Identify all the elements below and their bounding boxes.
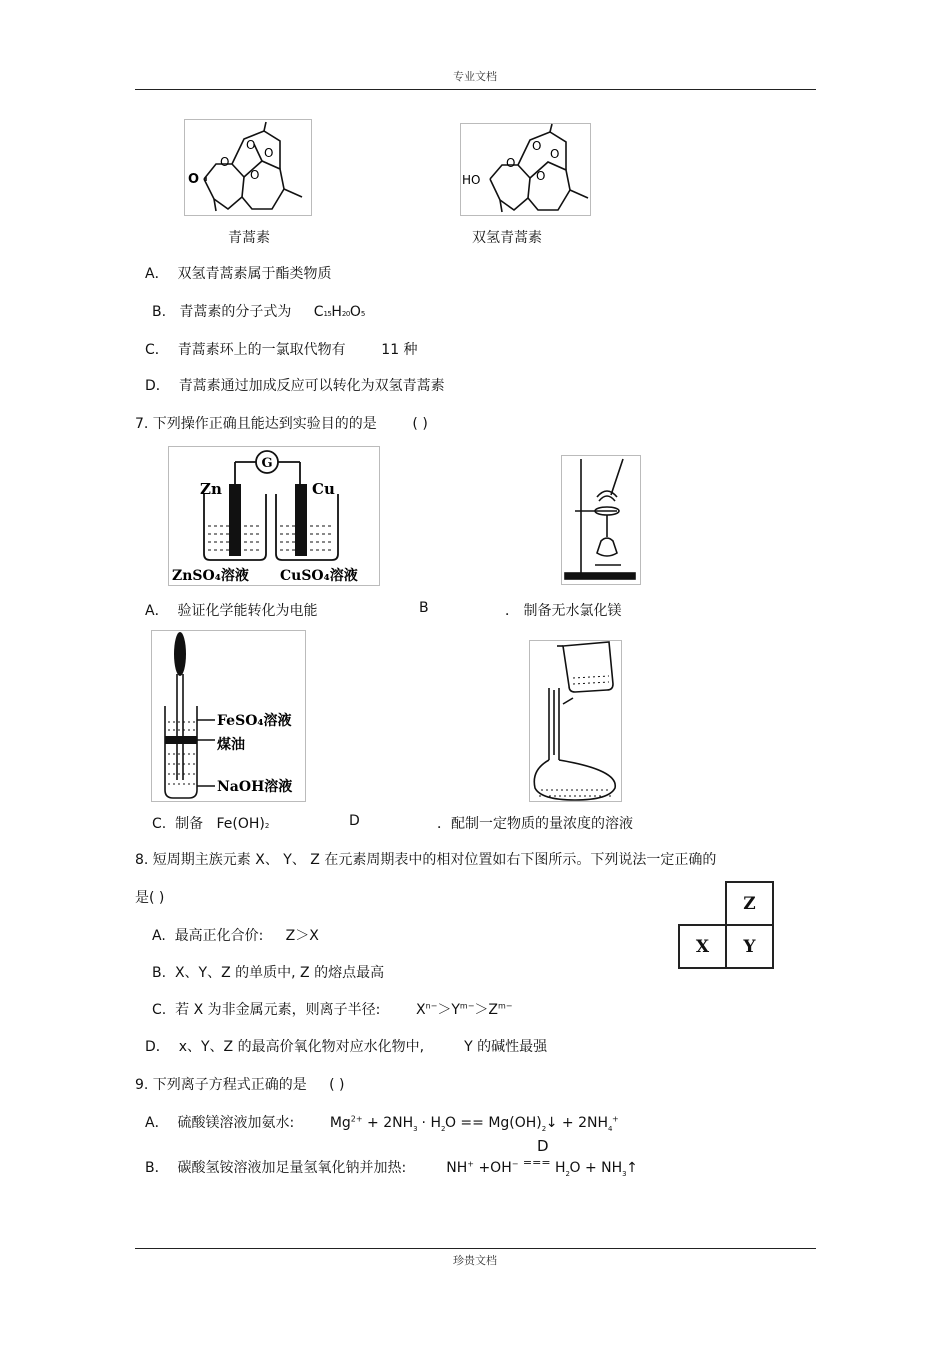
svg-text:O: O [536, 169, 546, 183]
cuso4-label: CuSO₄溶液 [280, 568, 358, 584]
artemisinin-structure [184, 119, 312, 216]
dihydroartemisinin-caption: 双氢青蒿素 [472, 230, 542, 246]
artemisinin-caption: 青蒿素 [228, 230, 270, 246]
header-rule [135, 89, 816, 90]
dihydroartemisinin-structure [460, 123, 591, 216]
q8-option-c: C. 若 X 为非金属元素，则离子半径: $X^{n-}>Y^{m-}>Z^{m-}$ [152, 1001, 513, 1018]
q7-option-d-label: D [349, 813, 360, 829]
page-header: 专业文档 [453, 70, 497, 83]
q6-option-d: D． 青蒿素通过加成反应可以转化为双氢青蒿素 [145, 378, 445, 394]
element-z: Z [726, 882, 773, 925]
q9-stem: 9. 下列离子方程式正确的是 ( ) [135, 1077, 345, 1093]
svg-text:O: O [506, 156, 516, 170]
q7-option-b-text: ． 制备无水氯化镁 [505, 603, 622, 619]
heating-stand-figure [561, 455, 641, 585]
page-footer: 珍贵文档 [453, 1254, 497, 1267]
svg-text:O: O [532, 139, 542, 153]
q9-option-a: A． 硫酸镁溶液加氨水: $Mg^{2+} + 2NH_3 \cdot H_2O$ == $Mg(OH)_2↓ + 2NH_4^+$ [145, 1114, 619, 1133]
periodic-table-position [678, 881, 774, 969]
q8-option-d: D． x、Y、Z 的最高价氧化物对应水化物中, Y 的碱性最强 [145, 1039, 548, 1055]
ketone-o-label: O [188, 172, 200, 187]
feso4-label: FeSO₄溶液 [217, 713, 292, 729]
svg-text:O: O [550, 147, 560, 161]
svg-text:O: O [264, 146, 274, 160]
q8-option-a: A. 最高正化合价: Z＞X [152, 928, 319, 944]
zn-label: Zn [200, 480, 222, 498]
svg-text:O: O [220, 155, 230, 169]
element-y: Y [726, 925, 773, 968]
heat-condition: D [537, 1137, 549, 1155]
q8-option-b: B. X、Y、Z 的单质中, Z 的熔点最高 [152, 965, 385, 981]
znso4-label: ZnSO₄溶液 [172, 568, 249, 584]
galvanic-cell-figure [168, 446, 380, 586]
element-x: X [679, 925, 726, 968]
feoh2-tube-figure [151, 630, 306, 802]
q8-stem-2: 是( ) [135, 890, 165, 906]
kerosene-label: 煤油 [217, 737, 245, 753]
q6-option-c: C． 青蒿素环上的一氯取代物有 11 种 [145, 342, 418, 358]
q7-option-a: A． 验证化学能转化为电能 [145, 603, 318, 619]
volumetric-flask-figure [529, 640, 622, 802]
q8-stem: 8. 短周期主族元素 X、 Y、 Z 在元素周期表中的相对位置如右下图所示。下列说法一定正确的 [135, 852, 717, 868]
hydroxyl-label: HO [462, 173, 481, 187]
galvanometer-label: G [261, 456, 273, 471]
svg-text:O: O [246, 138, 256, 152]
cu-label: Cu [312, 480, 335, 498]
q7-option-c: C. 制备 Fe(OH)2 [152, 816, 269, 832]
naoh-label: NaOH溶液 [217, 779, 293, 795]
q9-option-b: B． 碳酸氢铵溶液加足量氢氧化钠并加热: NH+ +OH− === $H_2O$ + $NH_3↑$ [145, 1156, 638, 1178]
q7-option-d-text: ．配制一定物质的量浓度的溶液 [437, 816, 633, 832]
q7-option-b-label: B [419, 600, 429, 616]
q7-stem: 7. 下列操作正确且能达到实验目的的是 ( ) [135, 416, 428, 432]
q6-option-a: A． 双氢青蒿素属于酯类物质 [145, 266, 332, 282]
q6-option-b: B. 青蒿素的分子式为 C15H20O5 [152, 304, 365, 320]
svg-text:O: O [250, 168, 260, 182]
footer-rule [135, 1248, 816, 1249]
